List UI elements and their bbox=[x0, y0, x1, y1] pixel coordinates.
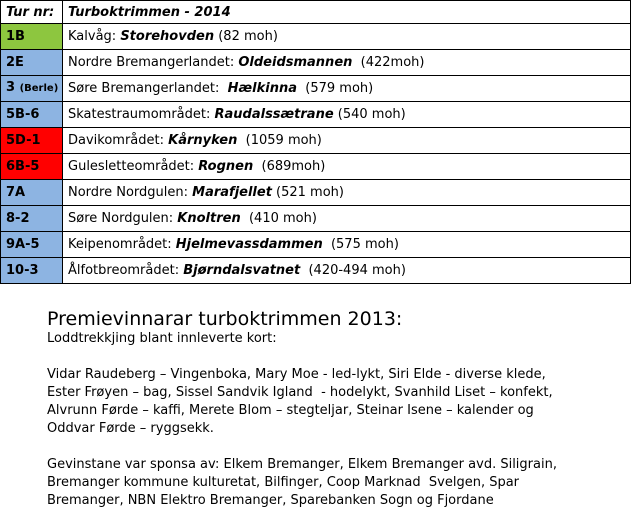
tour-description bbox=[63, 102, 631, 128]
tour-number-text: 8-2 bbox=[6, 210, 30, 226]
tour-number-text: 7A bbox=[6, 184, 26, 200]
tour-number-text: 9A-5 bbox=[6, 236, 40, 252]
tour-number-text: 10-3 bbox=[6, 262, 39, 278]
tour-number-text: 3 bbox=[6, 80, 20, 95]
tour-area: Gulesletteområdet: bbox=[68, 158, 199, 174]
tour-height: (579 moh) bbox=[297, 80, 374, 96]
tour-number bbox=[1, 50, 63, 76]
sponsors-line: Bremanger kommune kulturetat, Bilfinger, Coop Marknad Svelgen, Spar bbox=[47, 475, 520, 490]
prize-subtitle: Loddtrekkjing blant innleverte kort: bbox=[47, 331, 277, 346]
tour-height: (540 moh) bbox=[333, 106, 406, 122]
tour-place: Rognen bbox=[198, 158, 254, 174]
winners-line: Vidar Raudeberg – Vingenboka, Mary Moe - led-lykt, Siri Elde - diverse klede, bbox=[47, 367, 546, 382]
tour-height: (422moh) bbox=[352, 54, 425, 70]
header-title: Turboktrimmen - 2014 bbox=[63, 1, 631, 24]
tour-height: (575 moh) bbox=[322, 236, 399, 252]
tour-description bbox=[63, 258, 631, 284]
tour-number-text: 6B-5 bbox=[6, 158, 40, 174]
header-nr: Tur nr: bbox=[1, 1, 63, 24]
tour-number bbox=[1, 102, 63, 128]
tour-description bbox=[63, 180, 631, 206]
tour-area: Kalvåg: bbox=[68, 28, 121, 44]
tour-area: Søre Nordgulen: bbox=[68, 210, 178, 226]
tour-description bbox=[63, 232, 631, 258]
table-row bbox=[1, 232, 631, 258]
tour-height: (410 moh) bbox=[240, 210, 317, 226]
tour-description bbox=[63, 128, 631, 154]
table-row bbox=[1, 258, 631, 284]
tour-description bbox=[63, 24, 631, 50]
tour-place: Marafjellet bbox=[192, 184, 272, 200]
tour-height: (420-494 moh) bbox=[300, 262, 406, 278]
tour-height: (82 moh) bbox=[214, 28, 278, 44]
prize-section bbox=[47, 308, 617, 528]
tour-description bbox=[63, 154, 631, 180]
tour-number bbox=[1, 258, 63, 284]
winners-line: Alvrunn Førde – kaffi, Merete Blom – stegteljar, Steinar Isene – kalender og bbox=[47, 403, 534, 418]
tour-description bbox=[63, 76, 631, 102]
tour-place: Storehovden bbox=[120, 28, 215, 44]
sponsors-line: Gevinstane var sponsa av: Elkem Bremanger, Elkem Bremanger avd. Siligrain, bbox=[47, 457, 557, 472]
tour-description bbox=[63, 206, 631, 232]
tour-area: Keipenområdet: bbox=[68, 236, 176, 252]
winners-line: Oddvar Førde – ryggsekk. bbox=[47, 421, 214, 436]
table-row bbox=[1, 206, 631, 232]
tour-number bbox=[1, 76, 63, 102]
tour-height: (689moh) bbox=[253, 158, 326, 174]
tour-place: Raudalssætrane bbox=[214, 106, 334, 122]
tour-area: Nordre Bremangerlandet: bbox=[68, 54, 239, 70]
sponsors-block bbox=[47, 456, 617, 510]
prize-title: Premievinnarar turboktrimmen 2013: bbox=[47, 308, 403, 330]
tour-number bbox=[1, 154, 63, 180]
sponsors-line: Bremanger, NBN Elektro Bremanger, Sparebanken Sogn og Fjordane bbox=[47, 493, 494, 508]
table-header-row bbox=[1, 1, 631, 24]
tour-number bbox=[1, 180, 63, 206]
tour-place: Hælkinna bbox=[227, 80, 297, 96]
tour-height: (1059 moh) bbox=[237, 132, 322, 148]
tour-place: Oldeidsmannen bbox=[238, 54, 353, 70]
winners-block bbox=[47, 366, 617, 438]
tour-number bbox=[1, 232, 63, 258]
table-row bbox=[1, 24, 631, 50]
table-row bbox=[1, 180, 631, 206]
tour-area: Nordre Nordgulen: bbox=[68, 184, 193, 200]
tour-place: Bjørndalsvatnet bbox=[183, 262, 301, 278]
table-row bbox=[1, 102, 631, 128]
tour-place: Knoltren bbox=[177, 210, 241, 226]
table-row bbox=[1, 154, 631, 180]
tour-number-text: 2E bbox=[6, 54, 24, 70]
tour-area: Skatestraumområdet: bbox=[68, 106, 215, 122]
tour-area: Søre Bremangerlandet: bbox=[68, 80, 228, 96]
table-row bbox=[1, 50, 631, 76]
tour-height: (521 moh) bbox=[271, 184, 344, 200]
tour-number bbox=[1, 206, 63, 232]
tour-number bbox=[1, 128, 63, 154]
tour-area: Davikområdet: bbox=[68, 132, 169, 148]
tour-number bbox=[1, 24, 63, 50]
tour-area: Ålfotbreområdet: bbox=[68, 262, 184, 278]
table-row bbox=[1, 76, 631, 102]
tour-place: Hjelmevassdammen bbox=[175, 236, 323, 252]
tour-place: Kårnyken bbox=[168, 132, 238, 148]
tour-number-note: (Berle) bbox=[19, 83, 59, 94]
tour-description bbox=[63, 50, 631, 76]
tour-number-text: 5B-6 bbox=[6, 106, 40, 122]
winners-line: Ester Frøyen – bag, Sissel Sandvik Igland - hodelykt, Svanhild Liset – konfekt, bbox=[47, 385, 553, 400]
table-row bbox=[1, 128, 631, 154]
tour-number-text: 1B bbox=[6, 28, 25, 44]
tour-number-text: 5D-1 bbox=[6, 132, 41, 148]
